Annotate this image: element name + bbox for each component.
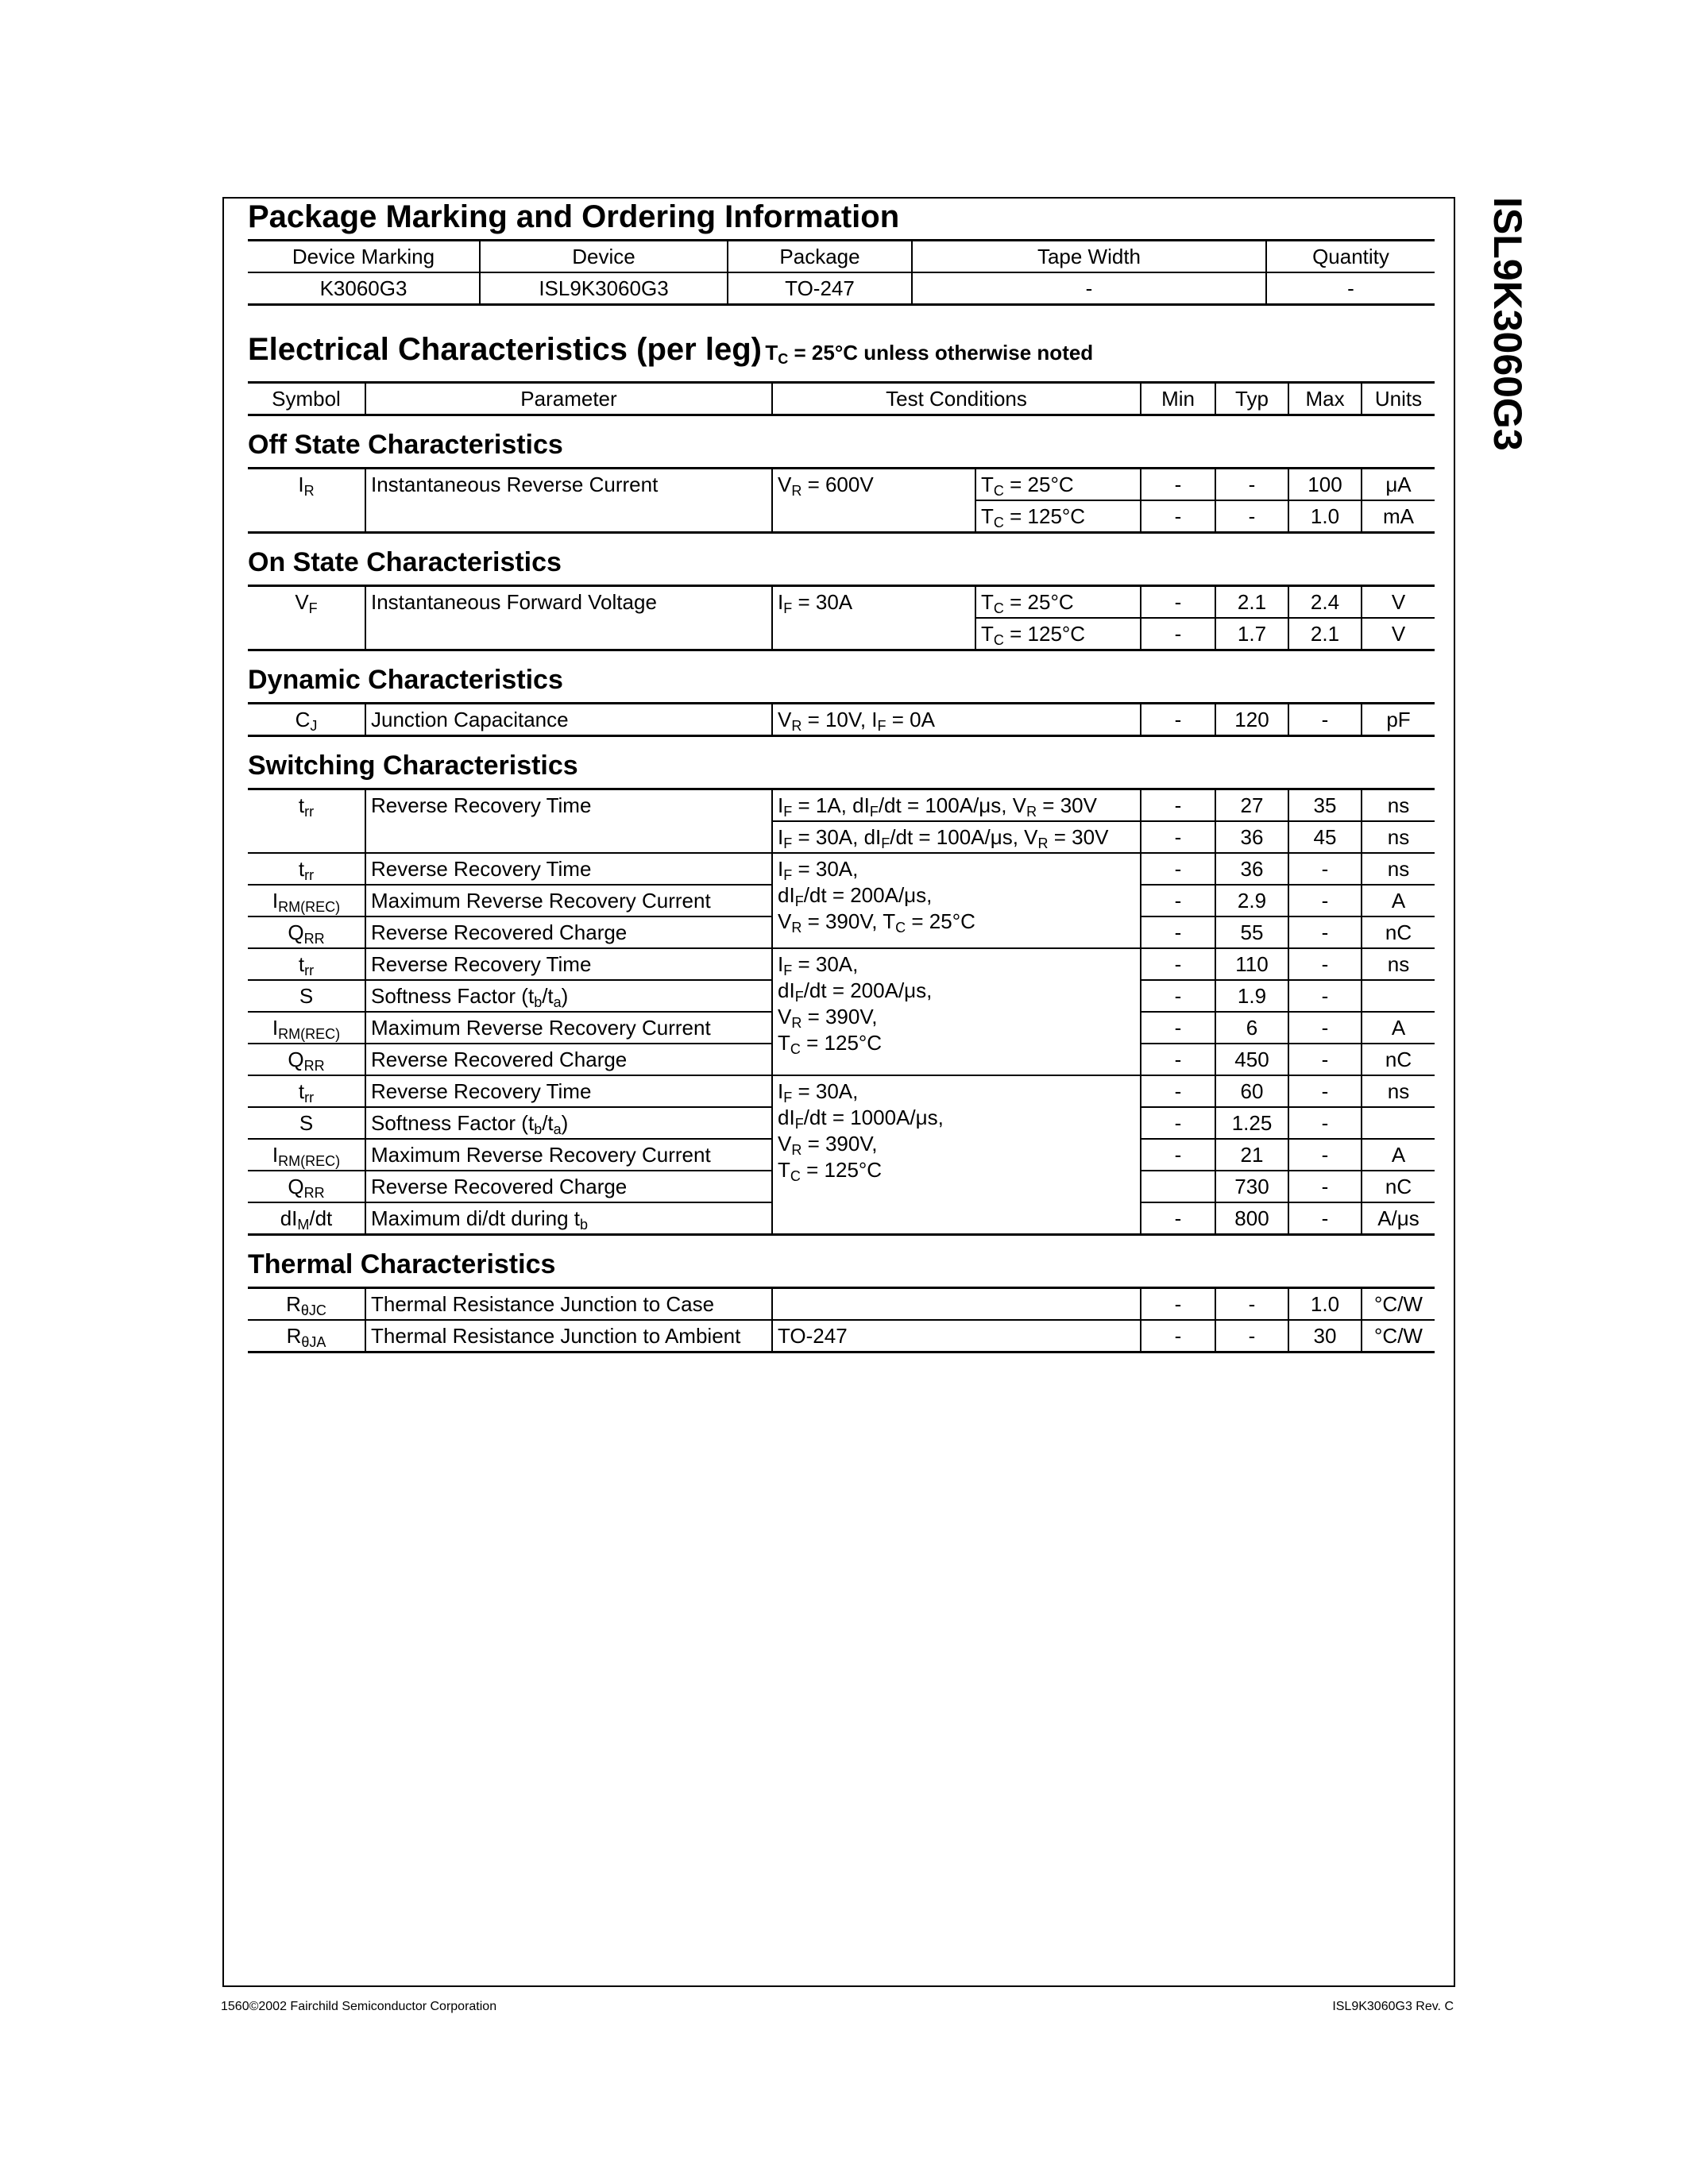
table-row: $I_{RM(REC)}$ Maximum Reverse Recovery Current - 6 - A <box>248 1012 1435 1044</box>
table-row: $dI_M/dt$ Maximum di/dt during $t_b$ - 800 - A/μs <box>248 1202 1435 1235</box>
switching-table <box>248 788 1435 1236</box>
symbol-cell: $t_{rr}$ <box>298 952 315 978</box>
footer-revision: ISL9K3060G3 Rev. C <box>1332 2000 1454 2013</box>
table-row: $Q_{RR}$ Reverse Recovered Charge - 55 - nC <box>248 916 1435 948</box>
symbol-cell: $I_{RM(REC)}$ <box>272 889 341 915</box>
symbol-cell: $R_{\theta JA}$ <box>286 1324 326 1350</box>
table-row: S Softness Factor $(t_b/t_a)$ - 1.9 - <box>248 980 1435 1012</box>
table-row: S Softness Factor $(t_b/t_a)$ - 1.25 - <box>248 1107 1435 1139</box>
off-state-title: Off State Characteristics <box>248 430 563 460</box>
thermal-table <box>248 1287 1435 1353</box>
table-row: K3060G3 ISL9K3060G3 TO-247 - - <box>248 272 1435 305</box>
symbol-cell: $t_{rr}$ <box>298 1079 315 1106</box>
table-row: $T_C = 125^\circ C$ - 1.7 2.1 V <box>248 618 1435 650</box>
electrical-title-line <box>248 330 1435 376</box>
table-header-row: Device Marking Device Package Tape Width Quantity <box>248 241 1435 273</box>
side-part-number: ISL9K3060G3 <box>1485 197 1530 451</box>
table-row: $t_{rr}$ Reverse Recovery Time $I_F = 1A$, $dI_F/dt = 100A/\mu s$, $V_R = 30V$ - 27 35 ns <box>248 789 1435 822</box>
symbol-cell: $R_{\theta JC}$ <box>286 1292 326 1318</box>
symbol-cell: $t_{rr}$ <box>298 857 315 883</box>
symbol-cell: $t_{rr}$ <box>248 789 365 854</box>
symbol-cell: $dI_M/dt$ <box>280 1206 333 1233</box>
table-row: $I_{RM(REC)}$ Maximum Reverse Recovery Current - 21 - A <box>248 1139 1435 1171</box>
electrical-header-table <box>248 381 1435 416</box>
symbol-cell: $I_R$ <box>248 469 365 533</box>
table-row: $R_{\theta JC}$ Thermal Resistance Junction to Case - - 1.0 °C/W <box>248 1288 1435 1321</box>
electrical-condition: $T_C = 25^\circ C$ unless otherwise noted <box>765 341 1094 367</box>
dynamic-table <box>248 702 1435 737</box>
table-row: $T_C = 125^\circ C$ - - 1.0 mA <box>248 500 1435 533</box>
symbol-cell: $I_{RM(REC)}$ <box>272 1143 341 1169</box>
table-row: $V_F$ Instantaneous Forward Voltage $I_F = 30A$ $T_C = 25^\circ C$ - 2.1 2.4 V <box>248 586 1435 619</box>
table-row: $R_{\theta JA}$ Thermal Resistance Junction to Ambient TO-247 - - 30 °C/W <box>248 1320 1435 1352</box>
symbol-cell: S <box>299 984 314 1008</box>
switching-title: Switching Characteristics <box>248 751 578 781</box>
symbol-cell: $Q_{RR}$ <box>288 1048 325 1074</box>
symbol-cell: S <box>299 1111 314 1135</box>
table-row: $C_J$ Junction Capacitance $V_R = 10V$, $I_F = 0A$ - 120 - pF <box>248 704 1435 736</box>
datasheet-content <box>248 195 1435 1353</box>
table-row: $I_{RM(REC)}$ Maximum Reverse Recovery Current - 2.9 - A <box>248 885 1435 916</box>
symbol-cell: $I_{RM(REC)}$ <box>272 1016 341 1042</box>
symbol-cell: $Q_{RR}$ <box>288 920 325 947</box>
table-row: $I_F = 30A$, $dI_F/dt = 100A/\mu s$, $V_R = 30V$ - 36 45 ns <box>248 821 1435 853</box>
on-state-table <box>248 585 1435 651</box>
symbol-cell: $C_J$ <box>295 708 318 734</box>
ordering-title: Package Marking and Ordering Information <box>248 199 900 234</box>
condition-cell: $I_F = 30A$, $dI_F/dt = 200A/\mu s$, $V_R = 390V$, $T_C = 25^\circ C$ <box>772 853 1141 948</box>
table-row: $Q_{RR}$ Reverse Recovered Charge - 450 - nC <box>248 1044 1435 1075</box>
table-row: $t_{rr}$ Reverse Recovery Time $I_F = 30A$, $dI_F/dt = 200A/\mu s$, $V_R = 390V$, $T_C = 25^\circ C$ - 36 - ns <box>248 853 1435 885</box>
symbol-cell: $Q_{RR}$ <box>288 1175 325 1201</box>
table-row: $t_{rr}$ Reverse Recovery Time $I_F = 30A$, $dI_F/dt = 1000A/\mu s$, $V_R = 390V$, $T_C = 125^\circ C$ - 60 - ns <box>248 1075 1435 1107</box>
table-row: $Q_{RR}$ Reverse Recovered Charge 730 - nC <box>248 1171 1435 1202</box>
on-state-title: On State Characteristics <box>248 547 562 577</box>
symbol-cell: $V_F$ <box>248 586 365 650</box>
ordering-table <box>248 239 1435 306</box>
table-row: $I_R$ Instantaneous Reverse Current $V_R = 600V$ $T_C = 25^\circ C$ - - 100 μA <box>248 469 1435 501</box>
electrical-title: Electrical Characteristics (per leg) <box>248 332 762 367</box>
footer-copyright: 1560©2002 Fairchild Semiconductor Corporation <box>221 2000 497 2013</box>
off-state-table <box>248 467 1435 534</box>
dynamic-title: Dynamic Characteristics <box>248 665 563 695</box>
condition-cell: $I_F = 30A$, $dI_F/dt = 200A/\mu s$, $V_R = 390V$, $T_C = 125^\circ C$ <box>772 948 1141 1075</box>
table-header-row: Symbol Parameter Test Conditions Min Typ Max Units <box>248 383 1435 415</box>
condition-cell: $I_F = 30A$, $dI_F/dt = 1000A/\mu s$, $V_R = 390V$, $T_C = 125^\circ C$ <box>772 1075 1141 1235</box>
table-row: $t_{rr}$ Reverse Recovery Time $I_F = 30A$, $dI_F/dt = 200A/\mu s$, $V_R = 390V$, $T_C = 125^\circ C$ - 110 - ns <box>248 948 1435 980</box>
thermal-title: Thermal Characteristics <box>248 1249 556 1279</box>
